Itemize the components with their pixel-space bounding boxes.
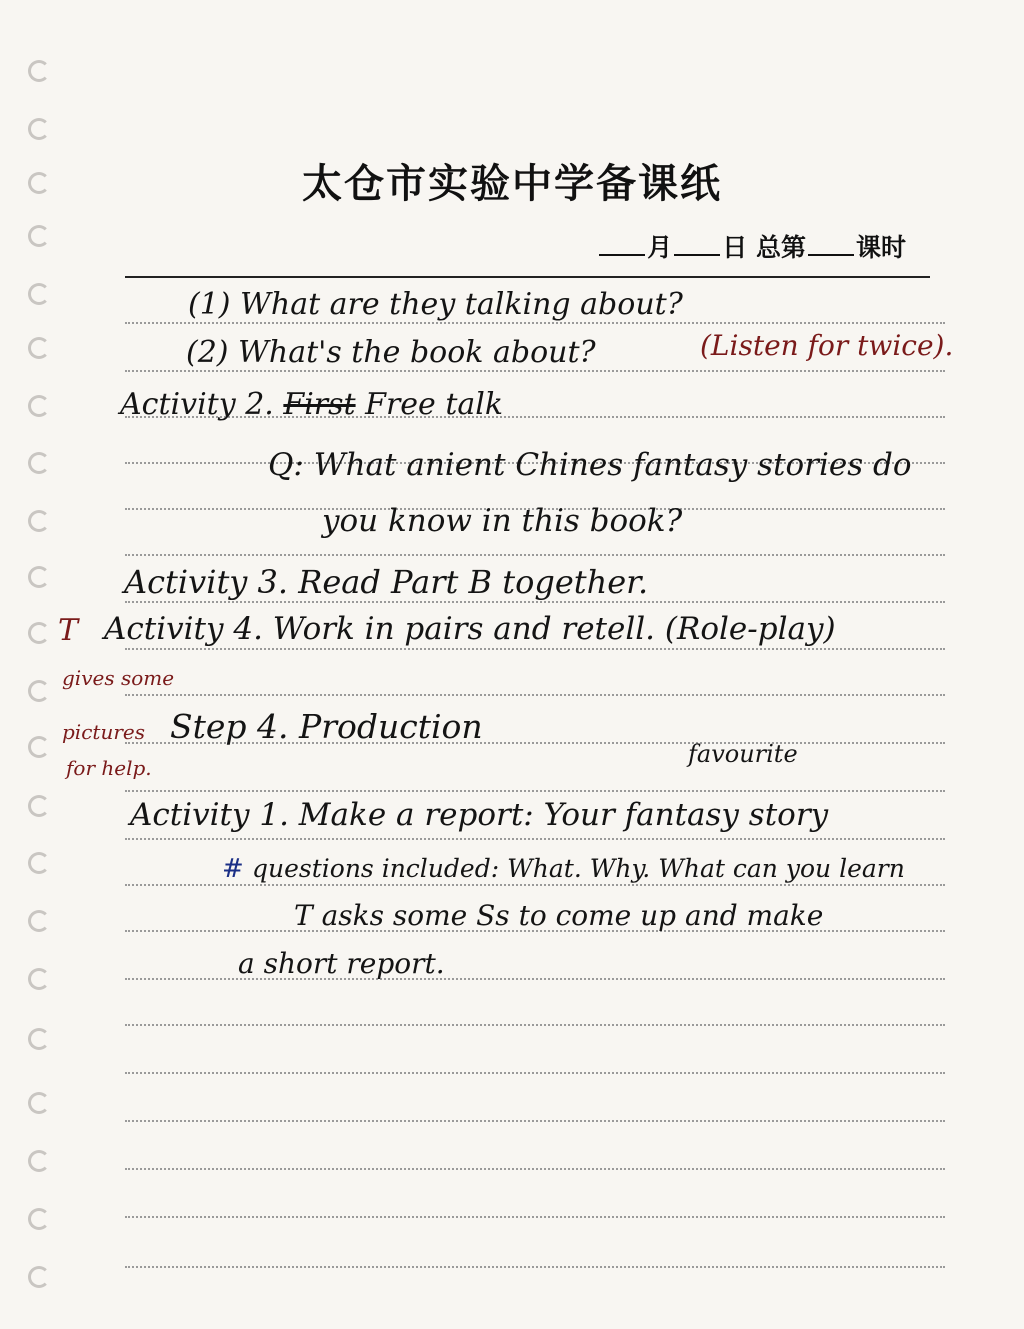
binder-hole xyxy=(28,795,50,817)
header-rule xyxy=(125,276,930,278)
binder-hole xyxy=(28,337,50,359)
margin-teacher-mark: T xyxy=(58,613,79,648)
binder-hole xyxy=(28,1266,50,1288)
note-line-6: Activity 3. Read Part B together. xyxy=(124,563,649,601)
ruled-line xyxy=(125,322,945,324)
binder-hole xyxy=(28,225,50,247)
binder-hole xyxy=(28,1150,50,1172)
ruled-line xyxy=(125,1216,945,1218)
note-line-8: Step 4. Production xyxy=(170,707,483,746)
binder-hole xyxy=(28,968,50,990)
note-line-3 xyxy=(120,387,504,422)
mark-hash: # xyxy=(222,854,244,884)
blank-line xyxy=(599,234,645,256)
ruled-line xyxy=(125,648,945,650)
note-line-1: (1) What are they talking about? xyxy=(188,287,683,322)
ruled-line xyxy=(125,1266,945,1268)
note-line-7: Activity 4. Work in pairs and retell. (Role-play) xyxy=(104,611,836,647)
binder-hole xyxy=(28,680,50,702)
margin-note-2: pictures xyxy=(62,720,145,744)
date-line xyxy=(597,228,906,264)
note-line-2: (2) What's the book about? xyxy=(186,335,596,370)
ruled-line xyxy=(125,554,945,556)
page-title: 太仓市实验中学备课纸 xyxy=(302,161,722,207)
date-month-label: 月 xyxy=(647,233,673,262)
blank-line xyxy=(808,234,854,256)
binder-hole xyxy=(28,60,50,82)
blank-line xyxy=(674,234,720,256)
margin-note-1: gives some xyxy=(62,666,175,690)
activity-2-label: Activity 2. xyxy=(120,387,274,422)
ruled-line xyxy=(125,694,945,696)
note-line-5: you know in this book? xyxy=(322,503,683,539)
insert-favourite: favourite xyxy=(688,740,798,768)
binder-hole xyxy=(28,852,50,874)
note-line-9: Activity 1. Make a report: Your fantasy story xyxy=(130,797,829,833)
binder-hole xyxy=(28,1092,50,1114)
ruled-line xyxy=(125,1072,945,1074)
note-line-11: T asks some Ss to come up and make xyxy=(294,899,824,932)
binder-hole xyxy=(28,452,50,474)
binder-hole xyxy=(28,736,50,758)
date-day-label: 日 总第 xyxy=(722,233,806,262)
ruled-line xyxy=(125,601,945,603)
ruled-line xyxy=(125,1024,945,1026)
ruled-line xyxy=(125,1120,945,1122)
date-period-label: 课时 xyxy=(855,233,906,262)
binder-hole xyxy=(28,283,50,305)
binder-hole xyxy=(28,510,50,532)
binder-hole xyxy=(28,1208,50,1230)
margin-note-3: for help. xyxy=(66,756,152,780)
note-line-10: questions included: What. Why. What can you learn xyxy=(252,854,905,883)
ruled-line xyxy=(125,838,945,840)
binder-hole xyxy=(28,910,50,932)
free-talk-label: Free talk xyxy=(365,387,504,422)
ruled-line xyxy=(125,790,945,792)
binder-hole xyxy=(28,118,50,140)
binder-hole xyxy=(28,395,50,417)
ruled-line xyxy=(125,370,945,372)
binder-hole xyxy=(28,566,50,588)
ruled-line xyxy=(125,1168,945,1170)
note-listen-twice: (Listen for twice). xyxy=(700,329,954,362)
note-line-4: Q: What anient Chines fantasy stories do xyxy=(268,447,912,483)
ruled-line xyxy=(125,884,945,886)
struck-word: First xyxy=(283,387,356,422)
note-line-12: a short report. xyxy=(238,947,445,980)
binder-hole xyxy=(28,1028,50,1050)
binder-hole xyxy=(28,622,50,644)
